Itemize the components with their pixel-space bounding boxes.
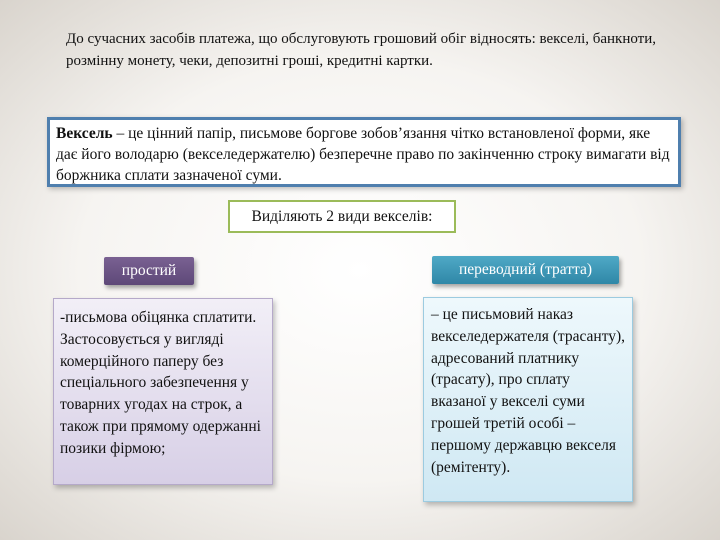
definition-term: Вексель xyxy=(56,125,113,142)
definition-text: – це цінний папір, письмове боргове зобов’язання чітко встановленої форми, яке дає його володарю (векселедержателю) безперечне право по закінченню строку вимагати від боржника сплати зазначеної суми. xyxy=(56,125,670,184)
simple-bill-title: простий xyxy=(104,257,194,285)
draft-bill-description: – це письмовий наказ векселедержателя (трасанту), адресований платнику (трасату), про сплату вказаної у векселі суми грошей третій особі – першому державцю векселя (ремітенту). xyxy=(423,297,633,502)
kinds-heading: Виділяють 2 види векселів: xyxy=(228,200,456,233)
definition-box xyxy=(47,117,681,187)
simple-bill-description: -письмова обіцянка сплатити. Застосовується у вигляді комерційного паперу без спеціального забезпечення у товарних угодах на строк, а також при прямому одержанні позики фірмою; xyxy=(53,298,273,485)
draft-bill-title: переводний (тратта) xyxy=(432,256,619,284)
intro-paragraph: До сучасних засобів платежа, що обслуговують грошовий обіг відносять: векселі, банкноти, розмінну монету, чеки, депозитні гроші, кредитні картки. xyxy=(66,31,657,69)
